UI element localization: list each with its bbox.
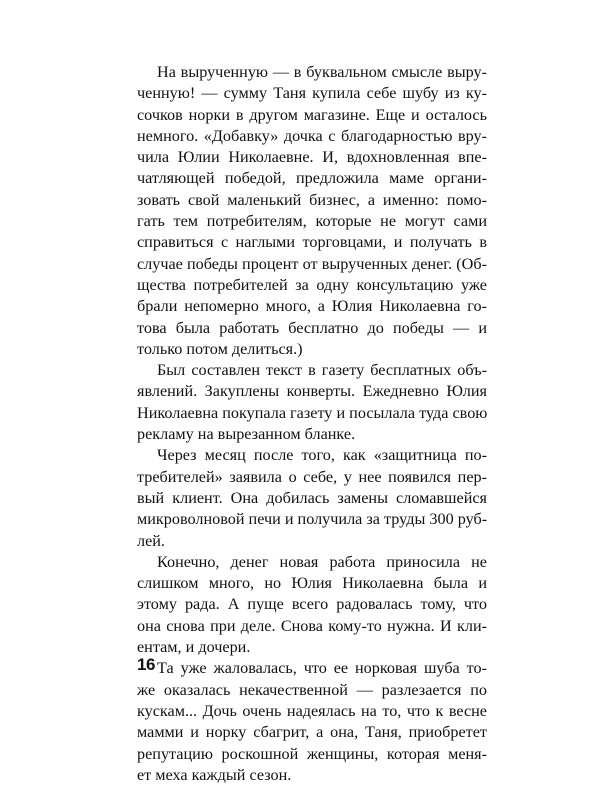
text-line: зовать свой маленький бизнес, а именно: помо- (137, 190, 487, 209)
paragraph-1 (137, 62, 487, 360)
page-number: 16 (137, 655, 155, 674)
text-line: това была работать бесплатно до победы — и (137, 318, 487, 337)
text-line: слишком много, но Юлия Николаевна была и (137, 574, 487, 593)
text-line: немного. «Добавку» дочка с благодарностью вру- (137, 126, 487, 145)
text-line: сочков норки в другом магазине. Еще и осталось (137, 105, 487, 124)
text-line: Был составлен текст в газету бесплатных объ- (157, 361, 487, 380)
text-line: Николаевна покупала газету и посылала туда свою (137, 403, 488, 422)
body-text (137, 62, 487, 786)
paragraph-2 (137, 360, 487, 445)
text-line: ченную! — сумму Таня купила себе шубу из ку- (137, 84, 487, 103)
text-line: щества потребителей за одну консультацию уже (137, 275, 487, 294)
text-line: явлений. Закуплены конверты. Ежедневно Юлия (137, 382, 487, 401)
text-line: случае победы процент от вырученных денег. (Об- (137, 254, 487, 273)
text-line: мамми и норку сбагрит, а она, Таня, приобретет (137, 723, 487, 742)
text-line: вый клиент. Она добилась замены сломавшейся (137, 488, 487, 507)
text-line: этому рада. А пуще всего радовалась тому, что (137, 595, 487, 614)
paragraph-4 (137, 552, 487, 658)
paragraph-3 (137, 445, 487, 551)
text-line: чила Юлии Николаевне. И, вдохновленная впе- (137, 148, 487, 167)
text-line: ентам, и дочери. (137, 638, 251, 657)
text-line: брали непомерно много, а Юлия Николаевна го- (137, 297, 487, 316)
text-line: ет меха каждый сезон. (137, 765, 292, 784)
text-line: гать тем потребителям, которые не могут сами (137, 212, 487, 231)
text-line: микроволновой печи и получила за труды 300 руб- (137, 510, 488, 529)
text-line: На вырученную — в буквальном смысле выру- (157, 63, 487, 81)
text-line: Та уже жаловалась, что ее норковая шуба то- (157, 659, 487, 678)
text-line: репутацию роскошной женщины, которая меня- (137, 744, 487, 763)
paragraph-5 (137, 658, 487, 786)
text-line: лей. (137, 531, 165, 550)
text-line: Конечно, денег новая работа приносила не (157, 552, 487, 571)
text-line: же оказалась некачественной — разлезается по (137, 680, 487, 699)
text-line: она снова при деле. Снова кому-то нужна. И кли- (137, 616, 487, 635)
text-line: чатляющей победой, предложила маме органи- (137, 169, 487, 188)
text-line: рекламу на вырезанном бланке. (137, 425, 356, 444)
text-line: кускам... Дочь очень надеялась на то, что к весне (137, 701, 487, 720)
text-line: справиться с наглыми торговцами, и получать в (137, 233, 487, 252)
text-line: только потом делиться.) (137, 339, 303, 358)
text-line: требителей» заявила о себе, у нее появился пер- (137, 467, 487, 486)
text-line: Через месяц после того, как «защитница по- (157, 446, 487, 465)
